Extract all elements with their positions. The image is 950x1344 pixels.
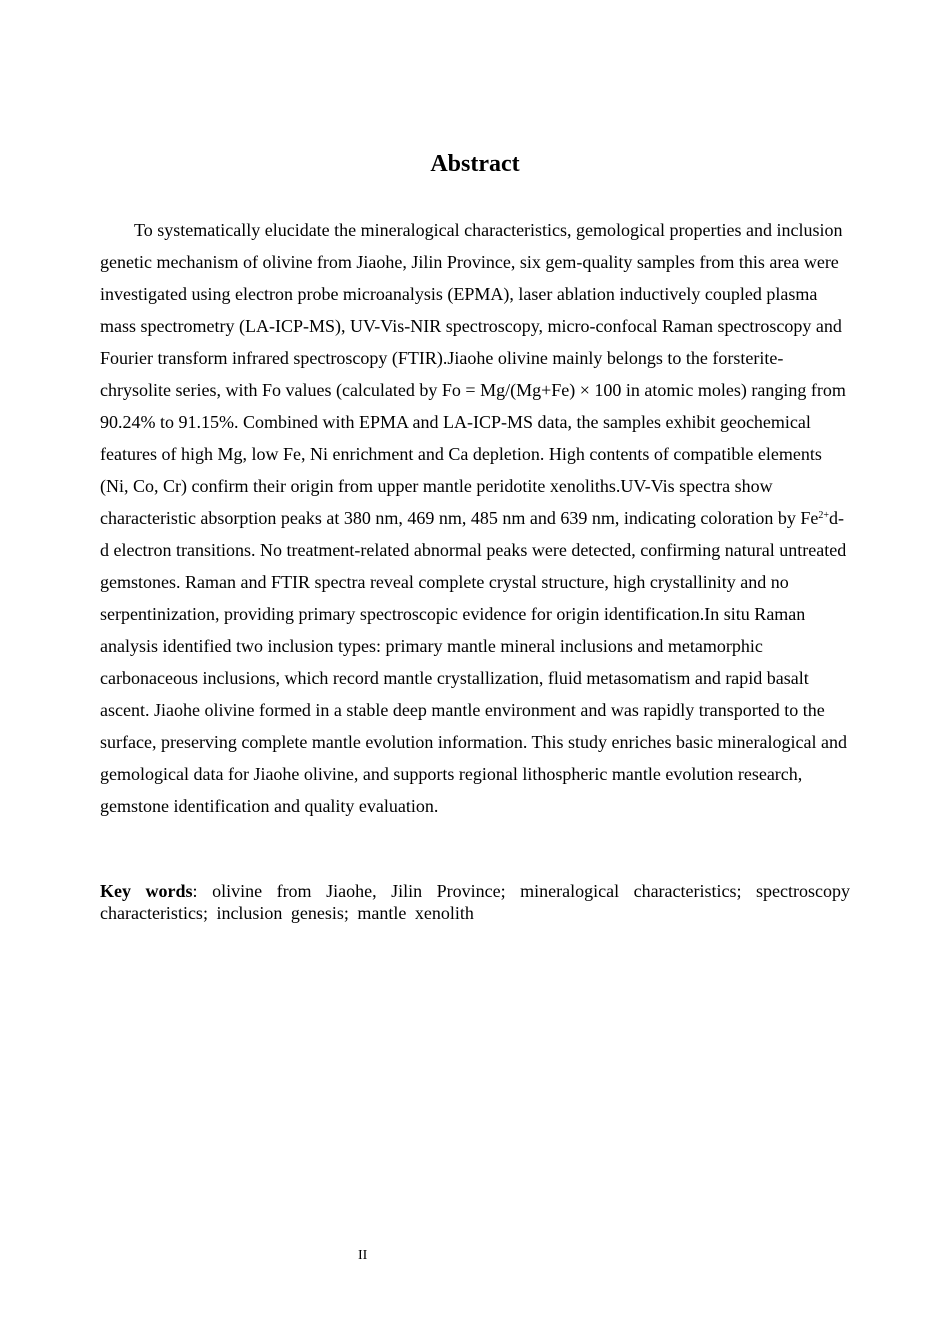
page-title: Abstract — [430, 151, 520, 177]
page-number: II — [358, 1248, 368, 1263]
keywords-label: Key words — [100, 881, 193, 901]
iron-charge-superscript: 2+ — [818, 510, 829, 521]
abstract-text-part1: To systematically elucidate the mineralogical characteristics, gemological properties and inclusion genetic mechanism of olivine from Jiaohe, Jilin Province, six gem-quality samples from this area were investigated using electron probe microanalysis (EPMA), laser ablation inductively coupled plasma mass spectrometry (LA-ICP-MS), UV-Vis-NIR spectroscopy, micro-confocal Raman spectroscopy and Fourier transform infrared spectroscopy (FTIR).Jiaohe olivine mainly belongs to the forsterite-chrysolite series, with Fo values (calculated by Fo = Mg/(Mg+Fe) × 100 in atomic moles) ranging from 90.24% to 91.15%. Combined with EPMA and LA-ICP-MS data, the samples exhibit geochemical features of high Mg, low Fe, Ni enrichment and Ca depletion. High contents of compatible elements (Ni, Co, Cr) confirm their origin from upper mantle peridotite xenoliths.UV-Vis spectra show characteristic absorption peaks at 380 nm, 469 nm, 485 nm and 639 nm, indicating coloration by Fe — [100, 220, 846, 528]
abstract-text-part2: d-d electron transitions. No treatment-related abnormal peaks were detected, confirming natural untreated gemstones. Raman and FTIR spectra reveal complete crystal structure, high crystallinity and no serpentinization, providing primary spectroscopic evidence for origin identification.In situ Raman analysis identified two inclusion types: primary mantle mineral inclusions and metamorphic carbonaceous inclusions, which record mantle crystallization, fluid metasomatism and rapid basalt ascent. Jiaohe olivine formed in a stable deep mantle environment and was rapidly transported to the surface, preserving complete mantle evolution information. This study enriches basic mineralogical and gemological data for Jiaohe olivine, and supports regional lithospheric mantle evolution research, gemstone identification and quality evaluation. — [100, 508, 847, 816]
abstract-paragraph — [100, 214, 852, 822]
keywords-section — [100, 880, 850, 924]
keywords-text: olivine from Jiaohe, Jilin Province; mineralogical characteristics; spectroscopy characteristics; inclusion genesis; mantle xenolith — [100, 881, 851, 923]
keywords-separator: : — [192, 881, 198, 901]
